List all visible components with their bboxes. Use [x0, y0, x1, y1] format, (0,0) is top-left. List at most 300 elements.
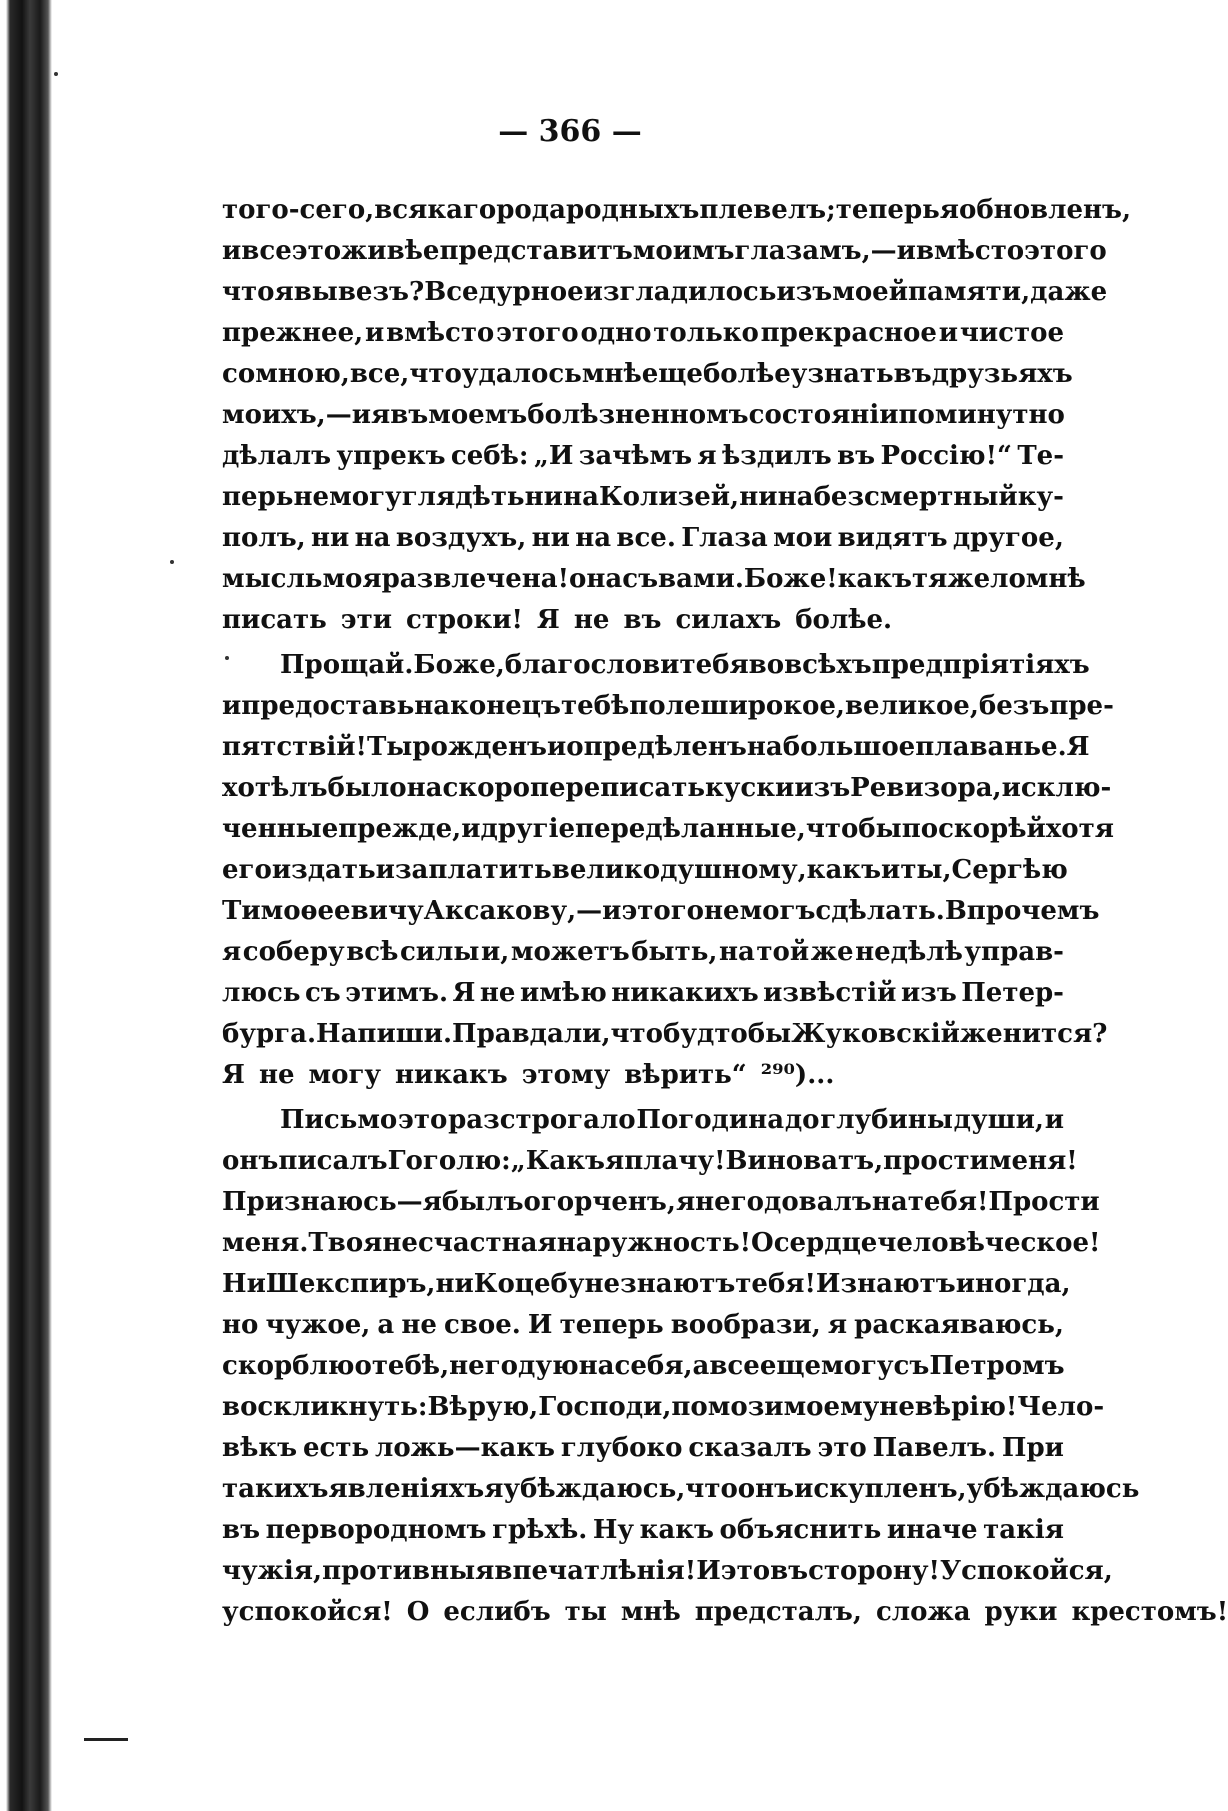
word: и,	[481, 937, 510, 967]
word: Боже!	[743, 564, 838, 594]
word: заплатить	[394, 855, 552, 885]
word: и	[881, 855, 901, 885]
word: Виноватъ,	[725, 1146, 884, 1176]
word: воздухъ,	[395, 523, 527, 553]
word: я	[939, 195, 959, 225]
word: упрекъ	[336, 441, 446, 471]
word: и	[461, 814, 481, 844]
body-text	[222, 190, 1228, 1633]
word: памяти,	[908, 277, 1031, 307]
word: съ	[893, 1351, 930, 1381]
word: не	[584, 1269, 621, 1299]
word: куски	[705, 773, 795, 803]
word: себя,	[614, 1351, 693, 1381]
word: строки!	[405, 605, 523, 635]
word: на	[354, 523, 391, 553]
word: „Какъ	[510, 1146, 605, 1176]
word: исклю-	[1001, 773, 1112, 803]
text-line	[222, 1014, 1108, 1055]
word: не	[704, 896, 740, 926]
word: ченные	[222, 814, 339, 844]
word: Чело-	[1017, 1392, 1105, 1422]
word: не	[573, 605, 610, 635]
word: имѣю	[519, 978, 607, 1008]
word: Жуковскій	[791, 1019, 960, 1049]
word: тебя!	[907, 1187, 989, 1217]
word: живѣе	[341, 236, 440, 266]
word: такія	[983, 1515, 1064, 1545]
word: знаютъ	[840, 1269, 956, 1299]
word: хотѣлъ	[222, 773, 328, 803]
word: вами.	[658, 564, 744, 594]
word: во	[748, 650, 785, 680]
word: Напиши.	[316, 1019, 453, 1049]
word: свое.	[444, 1310, 521, 1340]
word: мои	[773, 523, 833, 553]
word: поскорѣй	[901, 814, 1046, 844]
text-line	[222, 809, 1114, 850]
word: Павелъ.	[872, 1433, 997, 1463]
word: этимъ.	[345, 978, 449, 1008]
word: мысль	[222, 564, 323, 594]
word: изъ	[776, 277, 833, 307]
word: не	[479, 978, 516, 1008]
word: какъ	[806, 855, 882, 885]
word: теперь	[559, 1310, 664, 1340]
word: что	[409, 359, 462, 389]
word: управ-	[964, 937, 1064, 967]
page-number: — 366 —	[498, 114, 642, 149]
word: Все	[424, 277, 479, 307]
text-line	[222, 1510, 1064, 1551]
word: вѣрить“	[624, 1060, 747, 1090]
word: впечатлѣнія!	[494, 1556, 697, 1586]
word: на	[575, 523, 612, 553]
word: разстрогало	[448, 1105, 636, 1135]
word: эти	[340, 605, 392, 635]
text-line	[222, 1141, 1078, 1182]
word: было	[327, 773, 407, 803]
word: убѣждаюсь	[966, 1474, 1140, 1504]
word: плаванье.	[915, 732, 1067, 762]
word: а	[692, 1351, 710, 1381]
word: Прощай.	[280, 650, 414, 680]
word: его	[222, 855, 272, 885]
word: а	[377, 1310, 395, 1340]
text-line	[222, 1264, 1071, 1305]
word: Правда	[452, 1019, 564, 1049]
word: пре-	[1049, 691, 1114, 721]
word: не	[258, 1060, 295, 1090]
word: передѣланные,	[575, 814, 806, 844]
word: моимъ	[632, 236, 735, 266]
word: но	[222, 1310, 259, 1340]
word: И	[696, 1556, 721, 1586]
word: о	[354, 1351, 372, 1381]
text-line	[222, 727, 1090, 768]
word: плачу!	[624, 1146, 726, 1176]
word: въ	[770, 1556, 809, 1586]
word: огорченъ,	[523, 1187, 676, 1217]
word: съ	[304, 978, 341, 1008]
word: чужое,	[265, 1310, 371, 1340]
print-speck	[170, 560, 174, 564]
word: широкое,	[700, 691, 845, 721]
word: прекрасное	[760, 318, 937, 348]
text-line	[222, 1551, 1113, 1592]
word: тебя	[679, 650, 749, 680]
word: грѣхѣ.	[492, 1515, 588, 1545]
word: удалось	[461, 359, 582, 389]
word: развлечена!	[381, 564, 570, 594]
word: извѣстій	[763, 978, 897, 1008]
text-line	[222, 313, 1064, 354]
text-line	[222, 973, 1064, 1014]
word: я	[371, 400, 391, 430]
word: И	[815, 1269, 841, 1299]
word: крестомъ!	[1071, 1597, 1228, 1627]
word: моему	[783, 1392, 880, 1422]
word: тебѣ	[560, 691, 630, 721]
word: друзьяхъ	[931, 359, 1073, 389]
word: это	[817, 1433, 867, 1463]
word: Глаза	[681, 523, 768, 553]
word: Те-	[1017, 441, 1064, 471]
word: благослови	[504, 650, 680, 680]
word: могу	[308, 1060, 382, 1090]
text-line	[222, 600, 1064, 641]
word: болѣе	[702, 359, 791, 389]
word: въ	[623, 605, 662, 635]
text-line	[222, 436, 1064, 477]
word: великодушному,	[551, 855, 807, 885]
word: это	[720, 1556, 771, 1586]
word: меня!	[988, 1146, 1078, 1176]
word: съ	[622, 564, 659, 594]
word: это	[291, 236, 342, 266]
word: писать	[222, 605, 327, 635]
word: еще	[641, 359, 703, 389]
word: изъ	[794, 773, 851, 803]
word: помози	[671, 1392, 784, 1422]
text-line	[222, 932, 1064, 973]
word: состояніи	[748, 400, 899, 430]
word: ни	[531, 523, 570, 553]
word: на	[578, 1351, 615, 1381]
text-line	[222, 850, 1068, 891]
word: силахъ	[675, 605, 782, 635]
word: могъ	[739, 896, 816, 926]
word: издать	[271, 855, 376, 885]
word: соберу	[242, 937, 345, 967]
word: узнать	[790, 359, 894, 389]
word: того-сего,	[222, 195, 375, 225]
word: другое,	[952, 523, 1064, 553]
word: Аксакову,—и	[423, 896, 622, 926]
word: моемъ	[428, 400, 528, 430]
word: тебя!	[735, 1269, 816, 1299]
word: она	[569, 564, 623, 594]
text-line	[222, 645, 1090, 686]
word: будто	[663, 1019, 748, 1049]
word: чужія,	[222, 1556, 323, 1586]
word: я	[484, 1474, 504, 1504]
word: на	[563, 482, 599, 512]
word: Вѣрую,	[427, 1392, 539, 1422]
word: рода	[496, 195, 566, 225]
word: чтобы	[805, 814, 902, 844]
margin-rule-mark	[84, 1738, 128, 1741]
text-line	[222, 1387, 1105, 1428]
word: былъ	[441, 1187, 524, 1217]
word: рожденъ	[412, 732, 547, 762]
word: моей	[832, 277, 909, 307]
word: бурга.	[222, 1019, 316, 1049]
word: этого	[1024, 236, 1107, 266]
word: зачѣмъ	[578, 441, 693, 471]
word: Господи,	[538, 1392, 672, 1422]
word: какъ	[837, 564, 912, 594]
word: ли,	[563, 1019, 611, 1049]
word: иногда,	[955, 1269, 1071, 1299]
word: прости	[883, 1146, 989, 1176]
word: люсь	[222, 978, 301, 1008]
word: раскаяваюсь,	[854, 1310, 1064, 1340]
word: предоставь	[241, 691, 415, 721]
text-line	[222, 1055, 1064, 1096]
word: я	[274, 277, 294, 307]
word: я	[675, 1187, 696, 1217]
word: глубины	[820, 1105, 953, 1135]
word: мнѣ	[620, 1597, 681, 1627]
word: сторону!	[808, 1556, 940, 1586]
word: еслибъ	[443, 1597, 551, 1627]
word: какъ	[639, 1515, 714, 1545]
word: ты,	[900, 855, 952, 885]
word: предпріятіяхъ	[871, 650, 1090, 680]
text-line	[222, 1182, 1100, 1223]
word: я	[604, 1146, 625, 1176]
word: изгладилось	[583, 277, 777, 307]
word: и	[375, 855, 395, 885]
word: успокойся!	[222, 1597, 393, 1627]
word: и	[546, 732, 567, 762]
word: пятствій!	[222, 732, 367, 762]
word: ни	[435, 1269, 474, 1299]
word: Письмо	[280, 1105, 398, 1135]
word: большое	[782, 732, 916, 762]
word: въ	[837, 441, 876, 471]
word: поминутно	[898, 400, 1065, 430]
word: наскоро	[406, 773, 530, 803]
word: Коцебу	[473, 1269, 585, 1299]
word: знаютъ	[620, 1269, 736, 1299]
word: негодовалъ	[695, 1187, 872, 1217]
word: силы	[399, 937, 480, 967]
word: и	[938, 318, 959, 348]
word: великое,	[844, 691, 979, 721]
word: переписать	[529, 773, 706, 803]
word: безсмертный	[813, 482, 1018, 512]
word: болѣзненномъ	[527, 400, 749, 430]
word: О	[406, 1597, 430, 1627]
word: только	[653, 318, 759, 348]
word: такихъ	[222, 1474, 329, 1504]
word: моя	[322, 564, 382, 594]
word: несчастная	[382, 1228, 557, 1258]
word: можетъ	[510, 937, 630, 967]
text-line	[222, 559, 1086, 600]
word: Боже,	[413, 650, 505, 680]
word: души,	[953, 1105, 1044, 1135]
word: ѣздилъ	[721, 441, 832, 471]
word: до	[784, 1105, 820, 1135]
word: Колизей,	[599, 482, 740, 512]
text-line	[222, 1469, 1140, 1510]
word: Я	[1066, 732, 1090, 762]
word: родныхъ	[565, 195, 700, 225]
word: еще	[759, 1351, 822, 1381]
word: не	[401, 1310, 437, 1340]
word: всѣхъ	[784, 650, 872, 680]
word: и	[222, 236, 242, 266]
word: той	[756, 937, 810, 967]
text-line	[222, 1223, 1101, 1264]
text-line	[222, 354, 1073, 395]
word: что	[610, 1019, 663, 1049]
word: быть,	[631, 937, 718, 967]
word: могу	[329, 482, 402, 512]
word: Россію!“	[880, 441, 1012, 471]
word: Гоголю:	[387, 1146, 511, 1176]
word: изъ	[900, 978, 957, 1008]
word: всѣ	[346, 937, 399, 967]
word: И	[527, 1310, 553, 1340]
word: Погодина	[636, 1105, 785, 1135]
word: глубоко	[560, 1433, 683, 1463]
word: безъ	[978, 691, 1050, 721]
word: скорблю	[222, 1351, 355, 1381]
text-line	[222, 1346, 1064, 1387]
word: въ	[893, 359, 932, 389]
word: сдѣлать.	[815, 896, 945, 926]
word: же	[810, 937, 854, 967]
word: въ	[222, 1515, 261, 1545]
word: обновленъ,	[959, 195, 1132, 225]
word: сердце	[773, 1228, 878, 1258]
word: одно	[580, 318, 652, 348]
word: Впрочемъ	[944, 896, 1100, 926]
word: Шекспиръ,	[265, 1269, 436, 1299]
word: могу	[821, 1351, 894, 1381]
word: Я	[222, 1060, 245, 1090]
word: на	[871, 1187, 908, 1217]
word: „И	[533, 441, 574, 471]
word: убѣждаюсь,	[503, 1474, 686, 1504]
word: онъ	[737, 1474, 795, 1504]
word: есть	[302, 1433, 370, 1463]
word: сложа	[875, 1597, 971, 1627]
word: болѣе.	[795, 605, 893, 635]
word: дѣлалъ	[222, 441, 332, 471]
word: Ревизора,	[850, 773, 1002, 803]
word: въ	[390, 400, 429, 430]
word: этого	[621, 896, 704, 926]
word: мнѣ	[1025, 564, 1086, 594]
word: себѣ:	[450, 441, 529, 471]
word: Признаюсь—я	[222, 1187, 442, 1217]
word: наконецъ	[414, 691, 561, 721]
word: представитъ	[439, 236, 633, 266]
word: негодую	[449, 1351, 579, 1381]
word: сказалъ	[688, 1433, 812, 1463]
text-line	[222, 190, 1132, 231]
word: ложь—какъ	[375, 1433, 555, 1463]
text-line	[222, 1305, 1064, 1346]
word: ни	[739, 482, 778, 512]
word: теперь	[835, 195, 940, 225]
word: перь	[222, 482, 294, 512]
text-line	[222, 686, 1114, 727]
text-line	[222, 395, 1064, 436]
word: видятъ	[837, 523, 948, 553]
word: Я	[536, 605, 560, 635]
word: предсталъ,	[694, 1597, 862, 1627]
word: опредѣленъ	[566, 732, 747, 762]
word: прежнее,	[222, 318, 364, 348]
word: полъ,	[222, 523, 306, 553]
word: этого	[496, 318, 579, 348]
word: и	[1044, 1105, 1064, 1135]
word: тебѣ,	[371, 1351, 450, 1381]
word: другіе	[480, 814, 575, 844]
word: воскликнуть:	[222, 1392, 428, 1422]
word: моихъ,—и	[222, 400, 371, 430]
word: тяжело	[912, 564, 1026, 594]
text-line	[222, 231, 1107, 272]
word: невѣрію!	[879, 1392, 1018, 1422]
word: бы	[747, 1019, 792, 1049]
word: ни	[311, 523, 350, 553]
word: женится?	[959, 1019, 1108, 1049]
word: вмѣсто	[386, 318, 495, 348]
word: писалъ	[278, 1146, 388, 1176]
word: мною,	[255, 359, 350, 389]
word: и	[364, 318, 385, 348]
word: недѣлѣ	[855, 937, 963, 967]
word: вѣкъ	[222, 1433, 298, 1463]
word: Ты	[366, 732, 413, 762]
word: искупленъ,	[794, 1474, 967, 1504]
word: я	[222, 937, 242, 967]
word: дурное	[478, 277, 584, 307]
word: Ну	[592, 1515, 635, 1545]
word: я	[697, 441, 717, 471]
word: этому	[521, 1060, 611, 1090]
word: все	[709, 1351, 760, 1381]
word: все	[241, 236, 292, 266]
word: глядѣть	[401, 482, 525, 512]
word: Ни	[222, 1269, 266, 1299]
word: никакъ	[395, 1060, 508, 1090]
word: Петер-	[961, 978, 1064, 1008]
word: на	[746, 732, 783, 762]
word: меня.	[222, 1228, 309, 1258]
word: явленіяхъ	[328, 1474, 485, 1504]
word: что	[685, 1474, 738, 1504]
word: наружность!	[556, 1228, 752, 1258]
word: иначе	[886, 1515, 978, 1545]
